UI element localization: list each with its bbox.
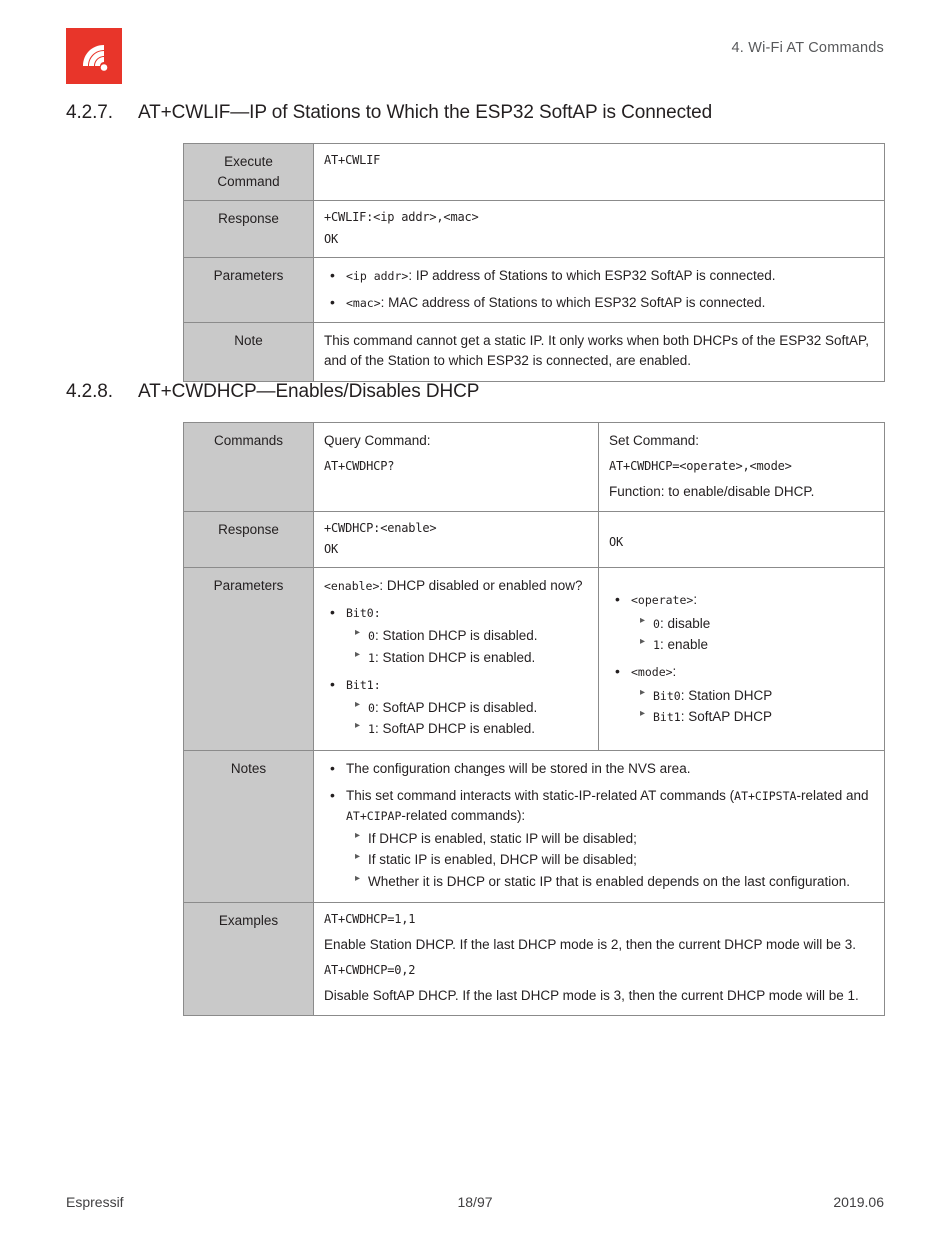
section-heading-428 (66, 381, 479, 403)
param-code: <ip addr> (346, 268, 409, 283)
sub-text: : Station DHCP is disabled. (374, 628, 538, 644)
note-suffix: -related commands): (401, 807, 526, 823)
sub-code: 1 (368, 650, 375, 665)
section-title: AT+CWLIF—IP of Stations to Which the ESP32 SoftAP is Connected (138, 102, 713, 123)
notes-list (324, 759, 874, 891)
row-label-execute-command: Execute Command (184, 144, 314, 201)
param-left-list (324, 603, 588, 739)
param-bit0-subs (346, 626, 588, 666)
param-right-list (609, 590, 874, 726)
sub-text: : SoftAP DHCP is disabled. (374, 700, 538, 716)
footer-date: 2019.06 (833, 1194, 884, 1210)
sub-code: 1 (368, 722, 375, 737)
sub-code: Bit0 (653, 688, 681, 703)
footer-company: Espressif (66, 1194, 124, 1210)
sub-text: : SoftAP DHCP is enabled. (374, 721, 536, 737)
param-bit1-code: Bit1: (346, 677, 381, 692)
row-label-examples: Examples (184, 902, 314, 1015)
response-line-2: OK (324, 231, 339, 246)
param-mode-code: <mode> (631, 665, 673, 680)
sub-code: 0 (368, 701, 375, 716)
list-item (344, 293, 874, 313)
sub-code: Bit1 (653, 709, 681, 724)
header-chapter-title: 4. Wi-Fi AT Commands (731, 40, 884, 56)
notes-sub-list (346, 829, 874, 890)
table-row (184, 511, 885, 568)
param-code: <enable> (324, 579, 380, 594)
list-item (653, 686, 874, 705)
param-bit0-code: Bit0: (346, 605, 381, 620)
sub-text: : Station DHCP is enabled. (374, 649, 536, 665)
sub-text: : disable (659, 615, 711, 631)
sub-text: : enable (659, 637, 708, 653)
list-item (344, 266, 874, 286)
sub-text: : SoftAP DHCP (680, 708, 772, 724)
param-mode-text: : (672, 664, 677, 680)
cell-examples (314, 902, 885, 1015)
cell-response (314, 201, 885, 258)
list-item (653, 614, 874, 633)
list-item: ▸ If static IP is enabled, DHCP will be disabled; (368, 850, 874, 869)
cell-parameters-left (314, 568, 599, 750)
set-command-function: Function: to enable/disable DHCP. (609, 483, 815, 499)
param-text: : DHCP disabled or enabled now? (379, 578, 583, 594)
list-item: ▸ Whether it is DHCP or static IP that is enabled depends on the last configuration. (368, 872, 874, 891)
footer-page-number: 18/97 (457, 1194, 493, 1210)
param-operate-code: <operate> (631, 593, 694, 608)
example-code-1: AT+CWDHCP=1,1 (324, 911, 416, 926)
table-row (184, 257, 885, 322)
row-label-parameters: Parameters (184, 568, 314, 750)
list-item (344, 603, 588, 667)
list-item (653, 707, 874, 726)
cell-parameters (314, 257, 885, 322)
list-item (368, 719, 588, 738)
cell-response-left (314, 511, 599, 568)
param-code: <mac> (346, 296, 381, 311)
row-label-notes: Notes (184, 750, 314, 902)
table-cwlif (183, 143, 885, 382)
section-title: AT+CWDHCP—Enables/Disables DHCP (138, 381, 480, 402)
note-code-2: AT+CIPAP (346, 808, 402, 823)
param-text: : MAC address of Stations to which ESP32 SoftAP is connected. (380, 295, 766, 311)
cell-execute-command (314, 144, 885, 201)
sub-code: 0 (368, 629, 375, 644)
set-command-code: AT+CWDHCP=<operate>,<mode> (609, 458, 792, 473)
row-label-parameters: Parameters (184, 257, 314, 322)
note-mid: -related and (796, 788, 869, 804)
section-number: 4.2.8. (66, 381, 113, 402)
table-row (184, 902, 885, 1015)
list-item (368, 698, 588, 717)
param-operate-subs (631, 614, 874, 654)
table-row (184, 568, 885, 750)
list-item (344, 786, 874, 891)
cell-note (314, 323, 885, 382)
cell-set-command (599, 423, 885, 512)
param-bit1-subs (346, 698, 588, 738)
example-text-1: Enable Station DHCP. If the last DHCP mode is 2, then the current DHCP mode will be 3. (324, 937, 857, 953)
query-command-title: Query Command: (324, 433, 431, 448)
response-line-1: +CWLIF:<ip addr>,<mac> (324, 210, 479, 225)
note-text: This command cannot get a static IP. It only works when both DHCPs of the ESP32 SoftAP, and of the Station to which ESP32 is connected, are enabled. (324, 333, 870, 369)
response-line-2: OK (324, 541, 339, 556)
section-heading-427 (66, 102, 712, 124)
list-item (368, 626, 588, 645)
param-mode-subs (631, 686, 874, 726)
code-at-cwlif: AT+CWLIF (324, 153, 381, 167)
sub-code: 0 (653, 616, 660, 631)
param-operate-text: : (693, 592, 698, 608)
cell-response-right (599, 511, 885, 568)
cell-query-command (314, 423, 599, 512)
param-enable-intro (324, 576, 588, 596)
row-label-response: Response (184, 201, 314, 258)
sub-code: 1 (653, 638, 660, 653)
table-row (184, 423, 885, 512)
table-row (184, 201, 885, 258)
table-cwdhcp (183, 422, 885, 1016)
cell-parameters-right (599, 568, 885, 750)
example-code-2: AT+CWDHCP=0,2 (324, 962, 416, 977)
section-number: 4.2.7. (66, 102, 113, 123)
table-row (184, 323, 885, 382)
espressif-logo-icon (66, 28, 122, 84)
cell-notes (314, 750, 885, 902)
note-text: The configuration changes will be stored in the NVS area. (346, 760, 691, 776)
sub-text: : Station DHCP (680, 687, 773, 703)
page-footer (66, 1194, 884, 1214)
table-row (184, 750, 885, 902)
list-item (629, 662, 874, 726)
example-text-2: Disable SoftAP DHCP. If the last DHCP mode is 3, then the current DHCP mode will be 1. (324, 988, 859, 1004)
list-item (653, 635, 874, 654)
param-text: : IP address of Stations to which ESP32 SoftAP is connected. (408, 267, 776, 283)
query-command-code: AT+CWDHCP? (324, 458, 395, 473)
list-item (368, 648, 588, 667)
note-prefix: This set command interacts with static-IP-related AT commands ( (346, 788, 735, 804)
row-label-response: Response (184, 511, 314, 568)
row-label-note: Note (184, 323, 314, 382)
row-label-commands: Commands (184, 423, 314, 512)
note-code-1: AT+CIPSTA (734, 789, 797, 804)
list-item (344, 675, 588, 739)
list-item (344, 759, 874, 779)
table-row (184, 144, 885, 201)
response-line-1: +CWDHCP:<enable> (324, 520, 437, 535)
list-item: ▸ If DHCP is enabled, static IP will be disabled; (368, 829, 874, 848)
list-item (629, 590, 874, 654)
response-ok: OK (609, 534, 624, 549)
set-command-title: Set Command: (609, 433, 700, 448)
page-header (66, 28, 884, 84)
parameter-list (324, 266, 874, 313)
